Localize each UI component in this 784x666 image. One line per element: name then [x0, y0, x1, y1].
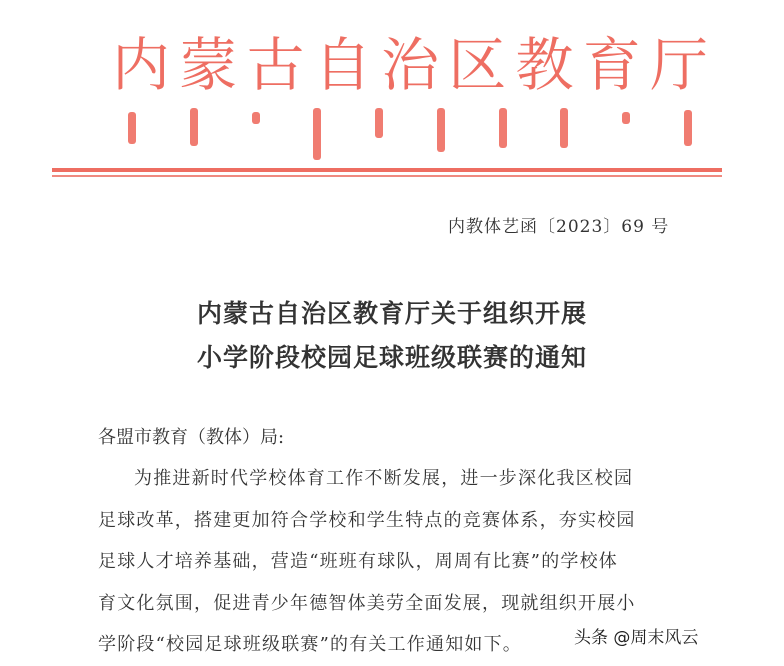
header-divider-thin — [52, 175, 722, 177]
mongolian-word — [437, 108, 445, 152]
document-title — [0, 292, 784, 380]
mongolian-word — [375, 108, 383, 138]
title-line-1: 内蒙古自治区教育厅关于组织开展 — [196, 299, 587, 328]
masthead-char: 古 — [246, 31, 305, 99]
masthead-char: 蒙 — [179, 31, 238, 99]
title-line-2: 小学阶段校园足球班级联赛的通知 — [196, 343, 587, 372]
watermark: 头条 @周末风云 — [574, 628, 699, 648]
masthead-char: 育 — [582, 31, 641, 99]
document-number: 内教体艺函〔2023〕69 号 — [448, 217, 670, 237]
mongolian-word — [499, 108, 507, 148]
mongolian-word — [128, 112, 136, 144]
masthead-char: 内 — [111, 31, 170, 99]
paragraph-line: 足球人才培养基础，营造“班班有球队，周周有比赛”的学校体 — [98, 551, 619, 572]
paragraph-line: 育文化氛围，促进青少年德智体美劳全面发展，现就组织开展小 — [98, 592, 636, 614]
paragraph-line: 为推进新时代学校体育工作不断发展，进一步深化我区校园 — [134, 468, 634, 489]
header-divider-thick — [52, 168, 722, 172]
mongolian-word — [560, 108, 568, 148]
mongolian-word — [684, 110, 692, 146]
masthead-org-name — [110, 30, 710, 100]
masthead-char: 厅 — [649, 31, 708, 99]
mongolian-script-name — [110, 104, 710, 162]
paragraph-line: 学阶段“校园足球班级联赛”的有关工作通知如下。 — [98, 634, 523, 655]
salutation: 各盟市教育（教体）局: — [98, 427, 285, 448]
mongolian-word — [313, 108, 321, 160]
mongolian-word — [252, 112, 260, 124]
mongolian-word — [622, 112, 630, 124]
masthead-char: 区 — [448, 31, 507, 99]
paragraph-line: 足球改革，搭建更加符合学校和学生特点的竞赛体系，夯实校园 — [98, 509, 636, 531]
masthead-char: 教 — [515, 31, 574, 99]
masthead-char: 自 — [313, 31, 372, 99]
masthead-char: 治 — [380, 31, 439, 99]
mongolian-word — [190, 108, 198, 146]
